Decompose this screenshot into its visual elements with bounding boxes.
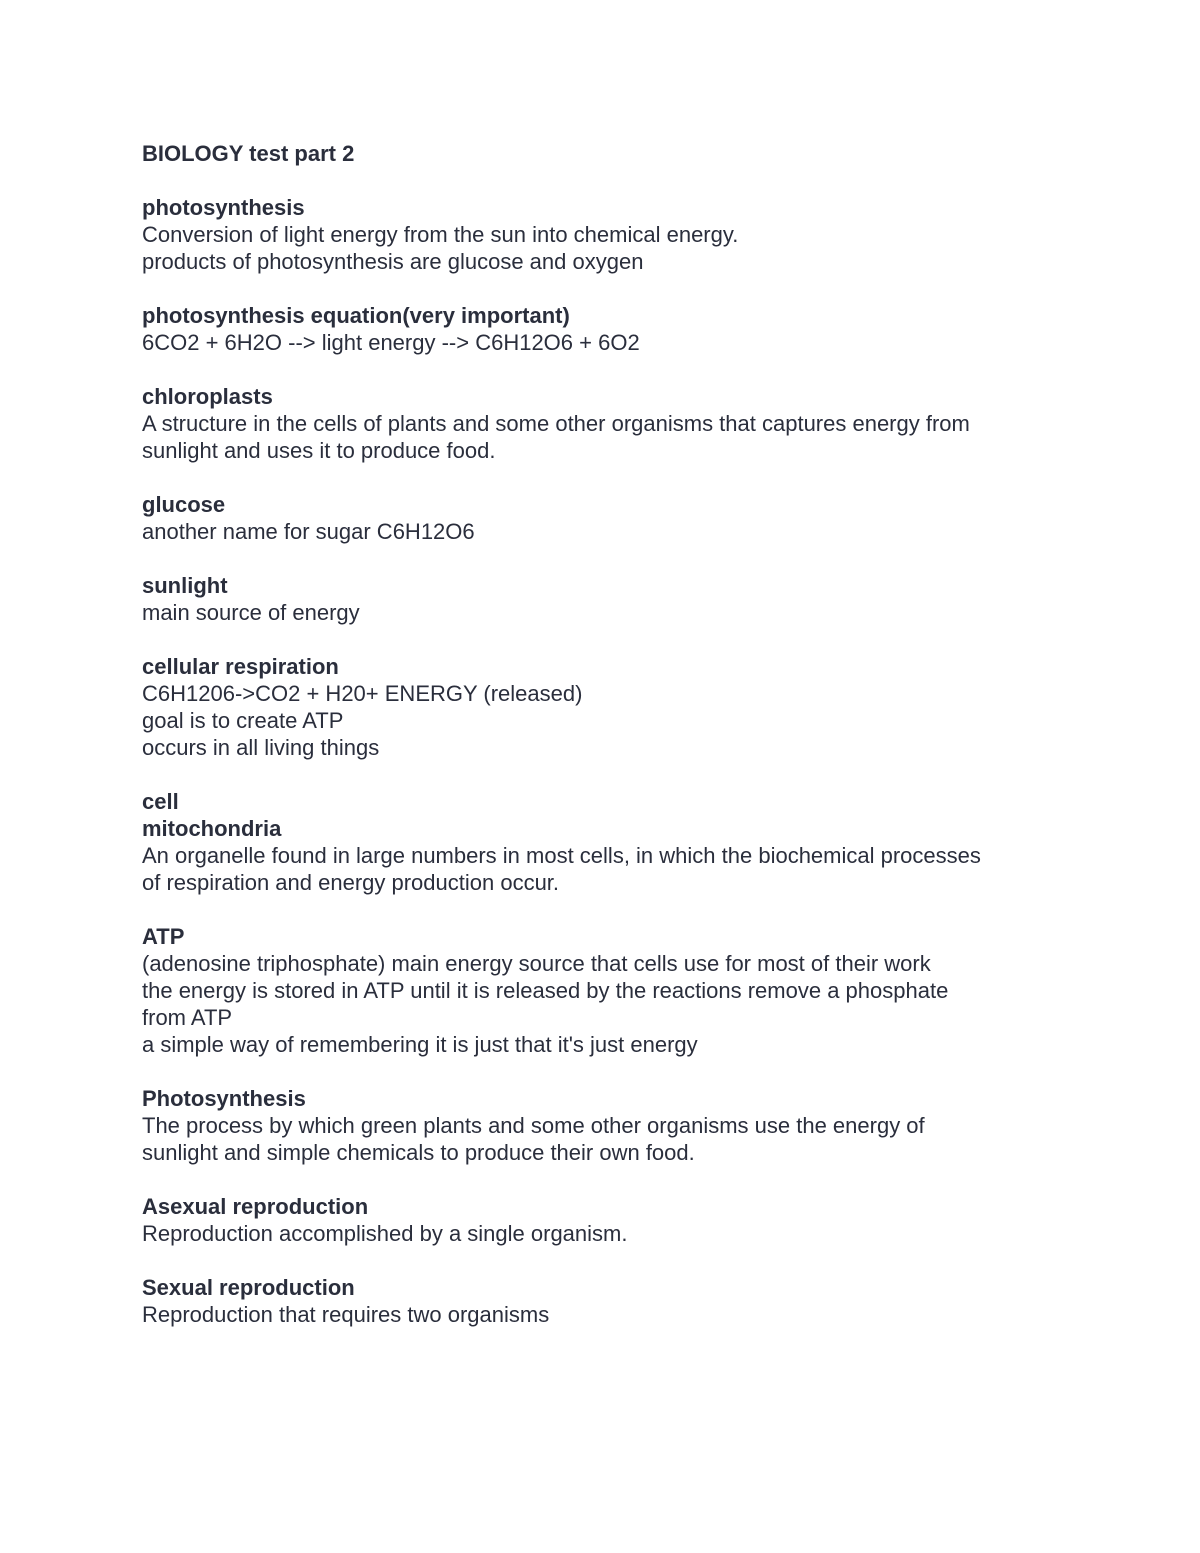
- definition-line: a simple way of remembering it is just that it's just energy: [142, 1032, 698, 1057]
- definition-line: Reproduction that requires two organisms: [142, 1302, 550, 1327]
- definition-line: the energy is stored in ATP until it is released by the reactions remove a phosphate: [142, 978, 949, 1003]
- term: cell: [142, 789, 179, 814]
- definition-line: products of photosynthesis are glucose and oxygen: [142, 249, 644, 274]
- definition-line: main source of energy: [142, 600, 360, 625]
- term: ATP: [142, 924, 185, 949]
- definition-line: occurs in all living things: [142, 735, 380, 760]
- entry-mitochondria: [142, 815, 1102, 896]
- term: mitochondria: [142, 816, 282, 841]
- term: sunlight: [142, 573, 228, 598]
- entry-photosynthesis-equation: [142, 302, 1102, 356]
- definition-line: Reproduction accomplished by a single organism.: [142, 1221, 628, 1246]
- entry-glucose: [142, 491, 1102, 545]
- definition-line: goal is to create ATP: [142, 708, 344, 733]
- definition-line: 6CO2 + 6H2O --> light energy --> C6H12O6 + 6O2: [142, 330, 640, 355]
- term: Asexual reproduction: [142, 1194, 369, 1219]
- entry-sunlight: [142, 572, 1102, 626]
- definition-line: Conversion of light energy from the sun into chemical energy.: [142, 222, 739, 247]
- entry-asexual-reproduction: [142, 1193, 1102, 1247]
- term: chloroplasts: [142, 384, 273, 409]
- document-page: [142, 140, 1102, 1355]
- entry-chloroplasts: [142, 383, 1102, 464]
- definition-line: A structure in the cells of plants and some other organisms that captures energy from: [142, 411, 970, 436]
- definition-line: from ATP: [142, 1005, 233, 1030]
- definition-line: (adenosine triphosphate) main energy source that cells use for most of their work: [142, 951, 931, 976]
- term: photosynthesis equation(very important): [142, 303, 570, 328]
- definition-line: of respiration and energy production occur.: [142, 870, 560, 895]
- entry-atp: [142, 923, 1102, 1058]
- term: Sexual reproduction: [142, 1275, 355, 1300]
- definition-line: sunlight and uses it to produce food.: [142, 438, 496, 463]
- term: cellular respiration: [142, 654, 339, 679]
- term: glucose: [142, 492, 226, 517]
- entry-cellular-respiration: [142, 653, 1102, 761]
- definition-line: The process by which green plants and some other organisms use the energy of: [142, 1113, 925, 1138]
- entry-photosynthesis-process: [142, 1085, 1102, 1166]
- term: Photosynthesis: [142, 1086, 306, 1111]
- document-title: BIOLOGY test part 2: [142, 141, 355, 166]
- definition-line: another name for sugar C6H12O6: [142, 519, 475, 544]
- definition-line: C6H1206->CO2 + H20+ ENERGY (released): [142, 681, 583, 706]
- entry-cell: [142, 788, 1102, 815]
- entry-photosynthesis: [142, 194, 1102, 275]
- entry-sexual-reproduction: [142, 1274, 1102, 1328]
- definition-line: An organelle found in large numbers in most cells, in which the biochemical processes: [142, 843, 981, 868]
- term: photosynthesis: [142, 195, 305, 220]
- definition-line: sunlight and simple chemicals to produce their own food.: [142, 1140, 695, 1165]
